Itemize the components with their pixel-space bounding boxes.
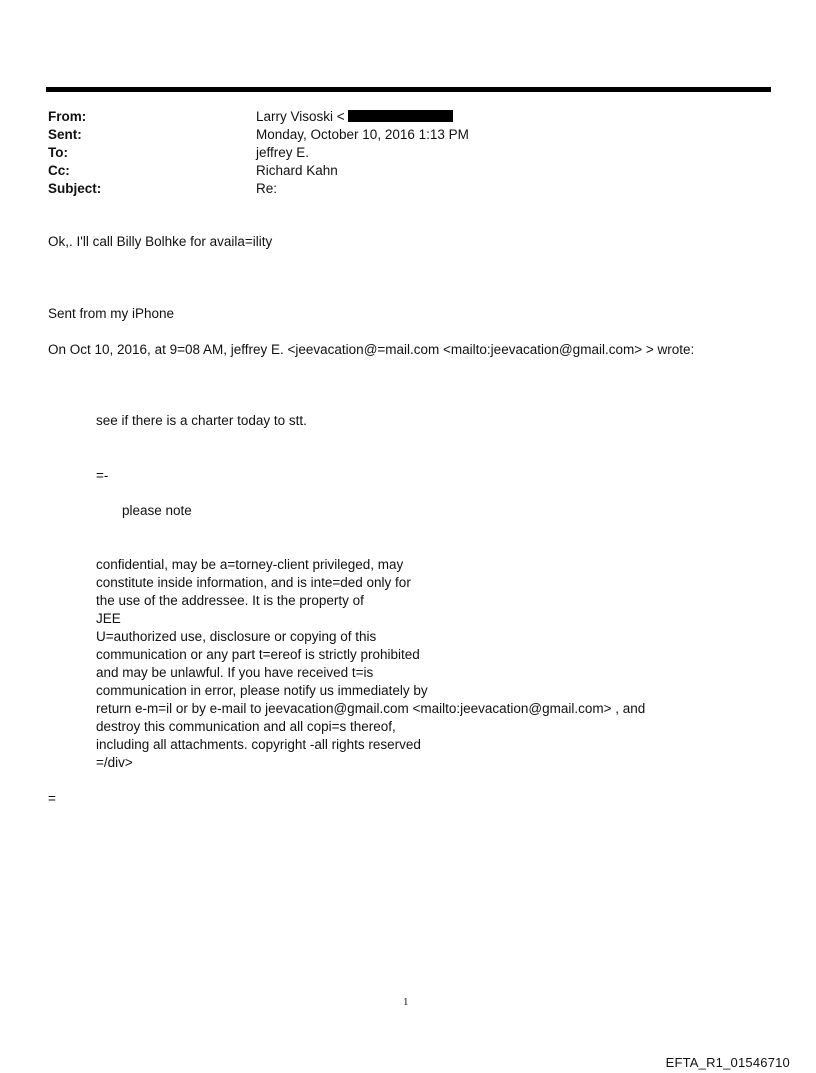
page-number: 1 — [403, 996, 409, 1008]
from-value — [256, 108, 453, 126]
quote-header: On Oct 10, 2016, at 9=08 AM, jeffrey E. <jeevacation@=mail.com <mailto:jeevacation@gmail.com> > wrote: — [48, 342, 695, 357]
from-name: Larry Visoski < — [256, 109, 345, 124]
confidentiality-line: confidential, may be a=torney-client privileged, may — [96, 557, 404, 572]
reply-line: Ok,. I'll call Billy Bolhke for availa=ility — [48, 234, 273, 249]
sent-label: Sent: — [48, 127, 82, 142]
confidentiality-notice — [96, 556, 645, 772]
confidentiality-line: JEE — [96, 611, 121, 626]
cc-value: Richard Kahn — [256, 163, 338, 178]
cc-row — [48, 162, 469, 180]
sent-row — [48, 126, 469, 144]
subject-label: Subject: — [48, 181, 102, 196]
redaction-box — [348, 110, 453, 122]
encoding-artifact: =- — [96, 468, 109, 483]
confidentiality-line: and may be unlawful. If you have received t=is — [96, 665, 374, 680]
from-row — [48, 108, 469, 126]
confidentiality-line: communication or any part t=ereof is strictly prohibited — [96, 647, 420, 662]
confidentiality-line: the use of the addressee. It is the property of — [96, 593, 364, 608]
subject-row — [48, 180, 469, 198]
to-label: To: — [48, 145, 68, 160]
email-header — [48, 108, 469, 198]
confidentiality-line: destroy this communication and all copi=s thereof, — [96, 719, 396, 734]
quoted-line: see if there is a charter today to stt. — [96, 413, 307, 428]
please-note: please note — [122, 503, 192, 518]
confidentiality-line: return e-m=il or by e-mail to jeevacation@gmail.com <mailto:jeevacation@gmail.com> , and — [96, 701, 646, 716]
to-value: jeffrey E. — [256, 145, 310, 160]
confidentiality-line: =/div> — [96, 755, 133, 770]
confidentiality-line: including all attachments. copyright -all rights reserved — [96, 737, 421, 752]
subject-value: Re: — [256, 181, 278, 196]
confidentiality-line: U=authorized use, disclosure or copying of this — [96, 629, 377, 644]
signature: Sent from my iPhone — [48, 306, 175, 321]
document-id: EFTA_R1_01546710 — [665, 1055, 790, 1070]
encoding-artifact: = — [48, 791, 56, 806]
cc-label: Cc: — [48, 163, 70, 178]
to-row — [48, 144, 469, 162]
from-label: From: — [48, 109, 87, 124]
confidentiality-line: constitute inside information, and is inte=ded only for — [96, 575, 411, 590]
sent-value: Monday, October 10, 2016 1:13 PM — [256, 127, 469, 142]
header-rule — [46, 87, 771, 92]
confidentiality-line: communication in error, please notify us immediately by — [96, 683, 428, 698]
